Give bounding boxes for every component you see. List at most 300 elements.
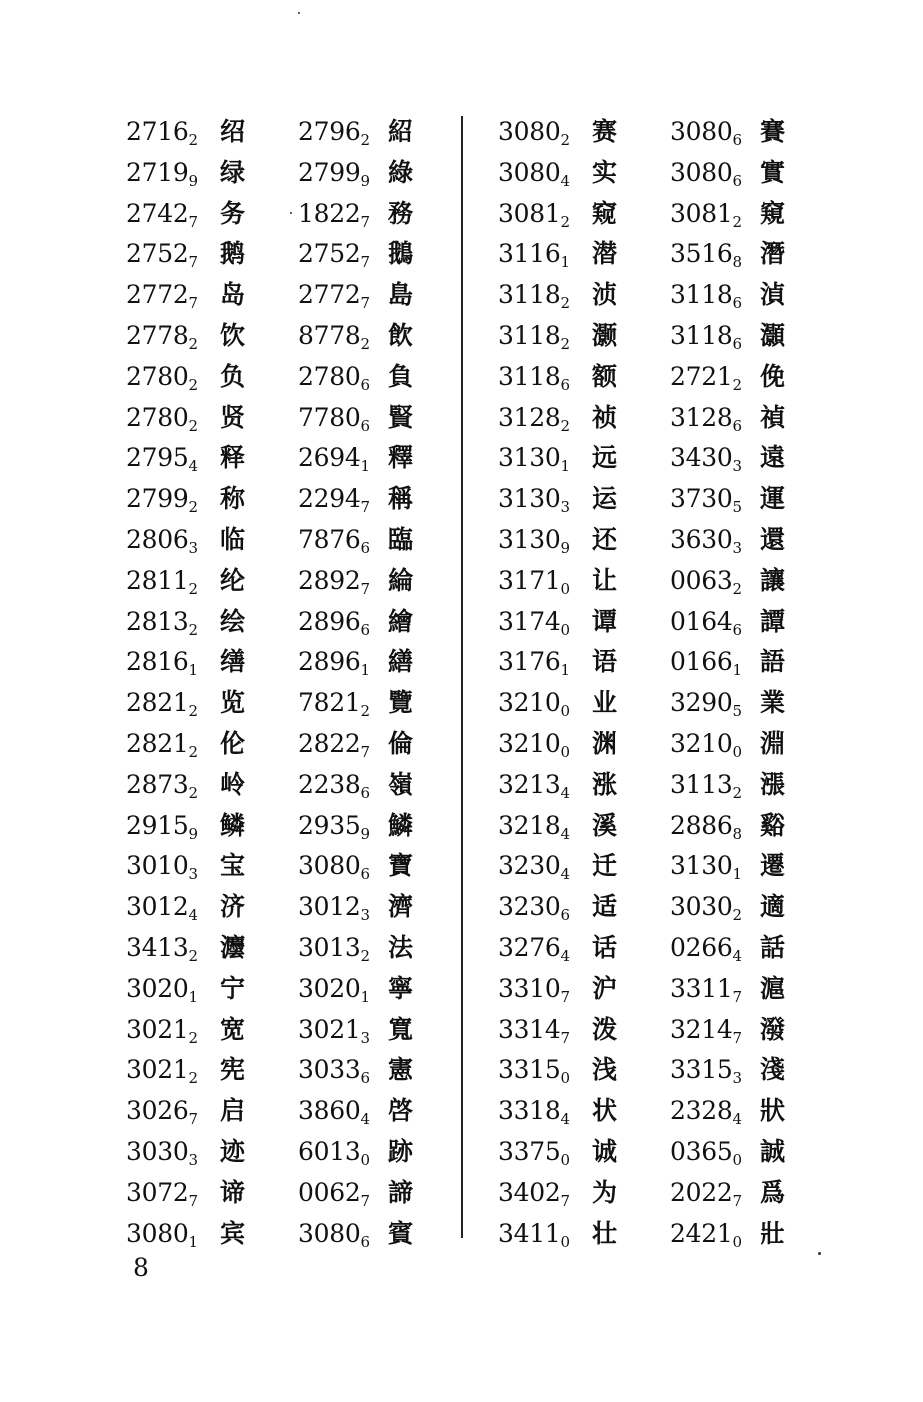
traditional-code-main: 2752: [298, 239, 361, 269]
traditional-code-subscript: 6: [732, 294, 742, 313]
simplified-code-main: 3118: [498, 280, 561, 310]
simplified-code: [498, 234, 570, 275]
simplified-code-subscript: 7: [560, 987, 570, 1006]
traditional-code-subscript: 8: [732, 824, 742, 843]
traditional-char: 讓: [760, 565, 786, 595]
simplified-code: [498, 969, 570, 1010]
simplified-code: [498, 602, 570, 643]
simplified-code: [126, 846, 198, 887]
simplified-code-main: 2915: [126, 810, 189, 840]
traditional-char: 賢: [388, 402, 414, 432]
simplified-code-subscript: 2: [188, 1069, 198, 1088]
traditional-code: [670, 1214, 742, 1255]
traditional-char: 島: [388, 280, 414, 310]
simplified-code-subscript: 2: [560, 212, 570, 231]
simplified-code-main: 3080: [126, 1218, 189, 1248]
simplified-code-main: 3402: [498, 1177, 561, 1207]
traditional-code: [670, 153, 742, 194]
traditional-code-subscript: 7: [360, 212, 370, 231]
simplified-char: 灋: [220, 932, 246, 962]
traditional-char: 寶: [388, 851, 414, 881]
simplified-code: [498, 194, 570, 235]
simplified-char: 宪: [220, 1055, 246, 1085]
traditional-code-main: 2772: [298, 280, 361, 310]
simplified-code-subscript: 3: [560, 498, 570, 517]
simplified-code: [498, 765, 570, 806]
traditional-code: [298, 887, 370, 928]
simplified-code-main: 3072: [126, 1177, 189, 1207]
simplified-code: [498, 438, 570, 479]
traditional-code-subscript: 1: [732, 661, 742, 680]
traditional-code-main: 3021: [298, 1014, 361, 1044]
table-row: [126, 357, 446, 398]
traditional-code-subscript: 7: [732, 987, 742, 1006]
traditional-code-subscript: 7: [360, 742, 370, 761]
simplified-char: 让: [592, 565, 618, 595]
simplified-code: [126, 520, 198, 561]
simplified-char: 为: [592, 1177, 618, 1207]
simplified-char: 渊: [592, 728, 618, 758]
simplified-char: 窥: [592, 198, 618, 228]
simplified-char: 迁: [592, 851, 618, 881]
simplified-char: 缮: [220, 647, 246, 677]
simplified-code: [126, 642, 198, 683]
table-row: [498, 438, 818, 479]
traditional-code-main: 3128: [670, 402, 733, 432]
simplified-char: 沪: [592, 973, 618, 1003]
traditional-code-main: 3130: [670, 851, 733, 881]
traditional-code-main: 2822: [298, 728, 361, 758]
simplified-code-subscript: 0: [560, 702, 570, 721]
simplified-code: [126, 561, 198, 602]
traditional-code-subscript: 9: [360, 824, 370, 843]
simplified-code: [498, 357, 570, 398]
table-row: [126, 1214, 446, 1255]
traditional-code-subscript: 2: [732, 579, 742, 598]
traditional-code: [298, 928, 370, 969]
table-row: [498, 1050, 818, 1091]
table-row: [498, 602, 818, 643]
simplified-code-subscript: 6: [560, 375, 570, 394]
traditional-code-main: 3210: [670, 728, 733, 758]
traditional-char: 譚: [760, 606, 786, 636]
simplified-code: [498, 1132, 570, 1173]
traditional-code: [298, 602, 370, 643]
traditional-char: 灝: [760, 320, 786, 350]
scan-speck: [290, 212, 292, 214]
traditional-code-main: 0063: [670, 565, 733, 595]
traditional-code-main: 3020: [298, 973, 361, 1003]
traditional-code-main: 3080: [670, 157, 733, 187]
table-row: [126, 602, 446, 643]
simplified-code-subscript: 4: [560, 865, 570, 884]
table-row: [126, 1010, 446, 1051]
simplified-char: 览: [220, 688, 246, 718]
simplified-code-subscript: 1: [188, 661, 198, 680]
traditional-char: 寧: [388, 973, 414, 1003]
traditional-code-main: 3113: [670, 769, 733, 799]
simplified-code: [126, 1214, 198, 1255]
simplified-char: 岛: [220, 280, 246, 310]
table-row: [498, 928, 818, 969]
traditional-code: [298, 1214, 370, 1255]
traditional-code-main: 2238: [298, 769, 361, 799]
traditional-code-main: 0164: [670, 606, 733, 636]
traditional-code-subscript: 6: [360, 416, 370, 435]
traditional-code-subscript: 7: [360, 1191, 370, 1210]
table-row: [498, 194, 818, 235]
simplified-code: [498, 806, 570, 847]
traditional-code-main: 2022: [670, 1177, 733, 1207]
table-row: [126, 479, 446, 520]
traditional-char: 窺: [760, 198, 786, 228]
table-row: [126, 806, 446, 847]
traditional-code: [298, 846, 370, 887]
page-number: 8: [133, 1253, 149, 1282]
simplified-code-main: 2778: [126, 320, 189, 350]
simplified-code-subscript: 2: [188, 702, 198, 721]
traditional-char: 狀: [760, 1096, 786, 1126]
traditional-code-main: 3030: [670, 892, 733, 922]
traditional-code-subscript: 6: [732, 334, 742, 353]
simplified-code-main: 2716: [126, 117, 189, 146]
traditional-code: [670, 969, 742, 1010]
simplified-char: 伦: [220, 728, 246, 758]
simplified-code-subscript: 0: [560, 1232, 570, 1251]
traditional-code-subscript: 2: [732, 375, 742, 394]
simplified-char: 赛: [592, 117, 618, 146]
simplified-code-main: 3012: [126, 892, 189, 922]
simplified-code: [498, 316, 570, 357]
table-row: [498, 846, 818, 887]
simplified-code-subscript: 1: [560, 253, 570, 272]
table-row: [126, 1173, 446, 1214]
table-row: [498, 642, 818, 683]
traditional-code: [298, 724, 370, 765]
traditional-code: [298, 275, 370, 316]
table-row: [126, 928, 446, 969]
simplified-code: [126, 479, 198, 520]
simplified-code-subscript: 3: [188, 865, 198, 884]
table-row: [498, 479, 818, 520]
traditional-code: [670, 602, 742, 643]
scan-speck: [818, 1252, 821, 1255]
table-row: [498, 561, 818, 602]
traditional-char: 誠: [760, 1136, 786, 1166]
simplified-code-subscript: 9: [560, 538, 570, 557]
traditional-code: [670, 683, 742, 724]
traditional-code: [298, 1091, 370, 1132]
simplified-char: 称: [220, 484, 246, 514]
traditional-char: 適: [760, 892, 786, 922]
simplified-code-main: 2799: [126, 484, 189, 514]
simplified-code-subscript: 7: [188, 1191, 198, 1210]
traditional-code: [670, 194, 742, 235]
left-table: [126, 112, 446, 1254]
simplified-code-subscript: 0: [560, 742, 570, 761]
table-row: [498, 112, 818, 153]
table-row: [498, 153, 818, 194]
simplified-char: 谭: [592, 606, 618, 636]
simplified-code-main: 2816: [126, 647, 189, 677]
traditional-code-subscript: 6: [360, 538, 370, 557]
simplified-code-subscript: 4: [560, 783, 570, 802]
simplified-code: [498, 275, 570, 316]
traditional-code-main: 8778: [298, 320, 361, 350]
traditional-code-subscript: 6: [732, 131, 742, 149]
simplified-code-subscript: 7: [188, 212, 198, 231]
simplified-code-main: 3276: [498, 932, 561, 962]
simplified-char: 绘: [220, 606, 246, 636]
traditional-code-subscript: 6: [732, 620, 742, 639]
simplified-char: 涨: [592, 769, 618, 799]
traditional-code: [670, 438, 742, 479]
traditional-char: 跡: [388, 1136, 414, 1166]
traditional-char: 綠: [388, 157, 414, 187]
simplified-code: [126, 602, 198, 643]
traditional-code-main: 2892: [298, 565, 361, 595]
simplified-code-subscript: 4: [188, 906, 198, 925]
traditional-char: 鱗: [388, 810, 414, 840]
simplified-char: 宁: [220, 973, 246, 1003]
simplified-code-subscript: 9: [188, 171, 198, 190]
table-row: [126, 194, 446, 235]
table-row: [498, 887, 818, 928]
simplified-code-subscript: 2: [188, 620, 198, 639]
simplified-code-subscript: 1: [188, 1232, 198, 1251]
simplified-code-main: 3030: [126, 1136, 189, 1166]
simplified-char: 纶: [220, 565, 246, 595]
traditional-code-subscript: 7: [732, 1191, 742, 1210]
simplified-code: [126, 683, 198, 724]
traditional-code-subscript: 2: [360, 946, 370, 965]
simplified-code-main: 2813: [126, 606, 189, 636]
traditional-char: 語: [760, 647, 786, 677]
table-row: [498, 234, 818, 275]
simplified-code-subscript: 2: [188, 498, 198, 517]
simplified-code-main: 3116: [498, 239, 561, 269]
traditional-code: [670, 1050, 742, 1091]
simplified-char: 释: [220, 443, 246, 473]
simplified-char: 负: [220, 361, 246, 391]
simplified-code: [498, 479, 570, 520]
traditional-code-subscript: 3: [360, 1028, 370, 1047]
simplified-char: 潜: [592, 239, 618, 269]
simplified-char: 饮: [220, 320, 246, 350]
scan-speck: [298, 12, 300, 14]
traditional-char: 綸: [388, 565, 414, 595]
simplified-code: [498, 928, 570, 969]
table-row: [498, 357, 818, 398]
traditional-code-main: 7821: [298, 688, 361, 718]
traditional-code: [298, 316, 370, 357]
traditional-code-subscript: 9: [360, 171, 370, 190]
traditional-code-subscript: 2: [732, 212, 742, 231]
traditional-code-main: 3118: [670, 280, 733, 310]
table-row: [126, 642, 446, 683]
simplified-code: [126, 438, 198, 479]
traditional-code-subscript: 2: [360, 131, 370, 149]
simplified-code: [498, 1214, 570, 1255]
traditional-code-main: 3315: [670, 1055, 733, 1085]
simplified-char: 鹅: [220, 239, 246, 269]
simplified-code-main: 3020: [126, 973, 189, 1003]
simplified-code: [498, 112, 570, 153]
simplified-code-main: 3171: [498, 565, 561, 595]
traditional-code-subscript: 6: [360, 620, 370, 639]
simplified-code: [126, 969, 198, 1010]
traditional-code-subscript: 4: [732, 1110, 742, 1129]
traditional-code: [298, 438, 370, 479]
simplified-char: 运: [592, 484, 618, 514]
table-row: [126, 887, 446, 928]
traditional-code-main: 2721: [670, 361, 733, 391]
simplified-code-main: 2811: [126, 565, 189, 595]
simplified-code-main: 3021: [126, 1014, 189, 1044]
traditional-code-subscript: 7: [360, 294, 370, 313]
table-row: [498, 683, 818, 724]
simplified-code: [126, 724, 198, 765]
traditional-char: 爲: [760, 1177, 786, 1207]
simplified-char: 状: [592, 1096, 618, 1126]
simplified-code: [498, 1050, 570, 1091]
simplified-code-subscript: 2: [188, 1028, 198, 1047]
traditional-code: [670, 887, 742, 928]
traditional-code-main: 3081: [670, 198, 733, 228]
simplified-code-subscript: 7: [560, 1028, 570, 1047]
simplified-code-main: 3118: [498, 361, 561, 391]
traditional-code-subscript: 3: [732, 457, 742, 476]
table-row: [126, 724, 446, 765]
traditional-code-main: 3033: [298, 1055, 361, 1085]
simplified-char: 绿: [220, 157, 246, 187]
traditional-code-subscript: 1: [360, 661, 370, 680]
simplified-code-subscript: 7: [188, 1110, 198, 1129]
simplified-code-main: 3176: [498, 647, 561, 677]
traditional-code-subscript: 7: [360, 579, 370, 598]
simplified-code-subscript: 2: [188, 946, 198, 965]
simplified-code-subscript: 2: [188, 416, 198, 435]
simplified-code: [126, 357, 198, 398]
table-row: [498, 806, 818, 847]
traditional-code-main: 1822: [298, 198, 361, 228]
traditional-code-main: 0365: [670, 1136, 733, 1166]
traditional-code-main: 2935: [298, 810, 361, 840]
simplified-code-main: 3318: [498, 1096, 561, 1126]
traditional-char: 覽: [388, 688, 414, 718]
traditional-char: 鵝: [388, 239, 414, 269]
traditional-code: [670, 316, 742, 357]
traditional-char: 谿: [760, 810, 786, 840]
simplified-code-main: 2752: [126, 239, 189, 269]
traditional-code: [298, 1173, 370, 1214]
traditional-code-subscript: 4: [732, 946, 742, 965]
traditional-code-subscript: 2: [732, 783, 742, 802]
simplified-char: 实: [592, 157, 618, 187]
traditional-char: 賽: [760, 117, 786, 146]
traditional-code-main: 3080: [298, 1218, 361, 1248]
traditional-code-subscript: 5: [732, 702, 742, 721]
traditional-code: [298, 357, 370, 398]
traditional-code-main: 3630: [670, 524, 733, 554]
traditional-code-subscript: 6: [360, 783, 370, 802]
traditional-code-main: 7876: [298, 524, 361, 554]
traditional-code-main: 2780: [298, 361, 361, 391]
traditional-code-main: 2886: [670, 810, 733, 840]
simplified-code: [126, 194, 198, 235]
simplified-code: [498, 1173, 570, 1214]
traditional-char: 業: [760, 688, 786, 718]
table-row: [498, 398, 818, 439]
traditional-code: [298, 1010, 370, 1051]
traditional-char: 俛: [760, 361, 786, 391]
simplified-code-main: 3130: [498, 524, 561, 554]
traditional-code: [298, 1050, 370, 1091]
traditional-code-main: 3013: [298, 932, 361, 962]
table-row: [126, 520, 446, 561]
traditional-char: 壯: [760, 1218, 786, 1248]
simplified-code-main: 2780: [126, 402, 189, 432]
traditional-char: 繪: [388, 606, 414, 636]
table-row: [126, 1050, 446, 1091]
simplified-code: [498, 724, 570, 765]
traditional-char: 湞: [760, 280, 786, 310]
traditional-code-main: 3080: [670, 117, 733, 146]
simplified-code-main: 3413: [126, 932, 189, 962]
simplified-char: 宾: [220, 1218, 246, 1248]
simplified-code: [126, 316, 198, 357]
simplified-char: 启: [220, 1096, 246, 1126]
table-row: [126, 765, 446, 806]
simplified-code: [126, 1173, 198, 1214]
traditional-char: 實: [760, 157, 786, 187]
traditional-char: 賓: [388, 1218, 414, 1248]
simplified-code-main: 3213: [498, 769, 561, 799]
simplified-code-subscript: 4: [560, 946, 570, 965]
traditional-code-subscript: 0: [360, 1150, 370, 1169]
traditional-code-subscript: 0: [732, 1232, 742, 1251]
simplified-code-main: 3010: [126, 851, 189, 881]
traditional-code-subscript: 2: [732, 906, 742, 925]
simplified-code-subscript: 2: [188, 742, 198, 761]
traditional-code-subscript: 1: [732, 865, 742, 884]
traditional-char: 飲: [388, 320, 414, 350]
simplified-code-subscript: 3: [188, 538, 198, 557]
traditional-code-subscript: 6: [360, 865, 370, 884]
simplified-char: 额: [592, 361, 618, 391]
traditional-char: 嶺: [388, 769, 414, 799]
table-row: [126, 438, 446, 479]
simplified-code-subscript: 9: [188, 824, 198, 843]
traditional-code: [670, 398, 742, 439]
traditional-code-main: 6013: [298, 1136, 361, 1166]
traditional-char: 潑: [760, 1014, 786, 1044]
traditional-code: [670, 234, 742, 275]
traditional-char: 潛: [760, 239, 786, 269]
simplified-code-subscript: 2: [188, 783, 198, 802]
traditional-code: [670, 479, 742, 520]
simplified-char: 岭: [220, 769, 246, 799]
traditional-code: [298, 479, 370, 520]
simplified-code: [126, 234, 198, 275]
simplified-char: 灏: [592, 320, 618, 350]
simplified-char: 宝: [220, 851, 246, 881]
simplified-code-subscript: 0: [560, 579, 570, 598]
traditional-char: 紹: [388, 117, 414, 146]
simplified-char: 浅: [592, 1055, 618, 1085]
traditional-code-subscript: 3: [732, 538, 742, 557]
simplified-code-subscript: 4: [560, 171, 570, 190]
